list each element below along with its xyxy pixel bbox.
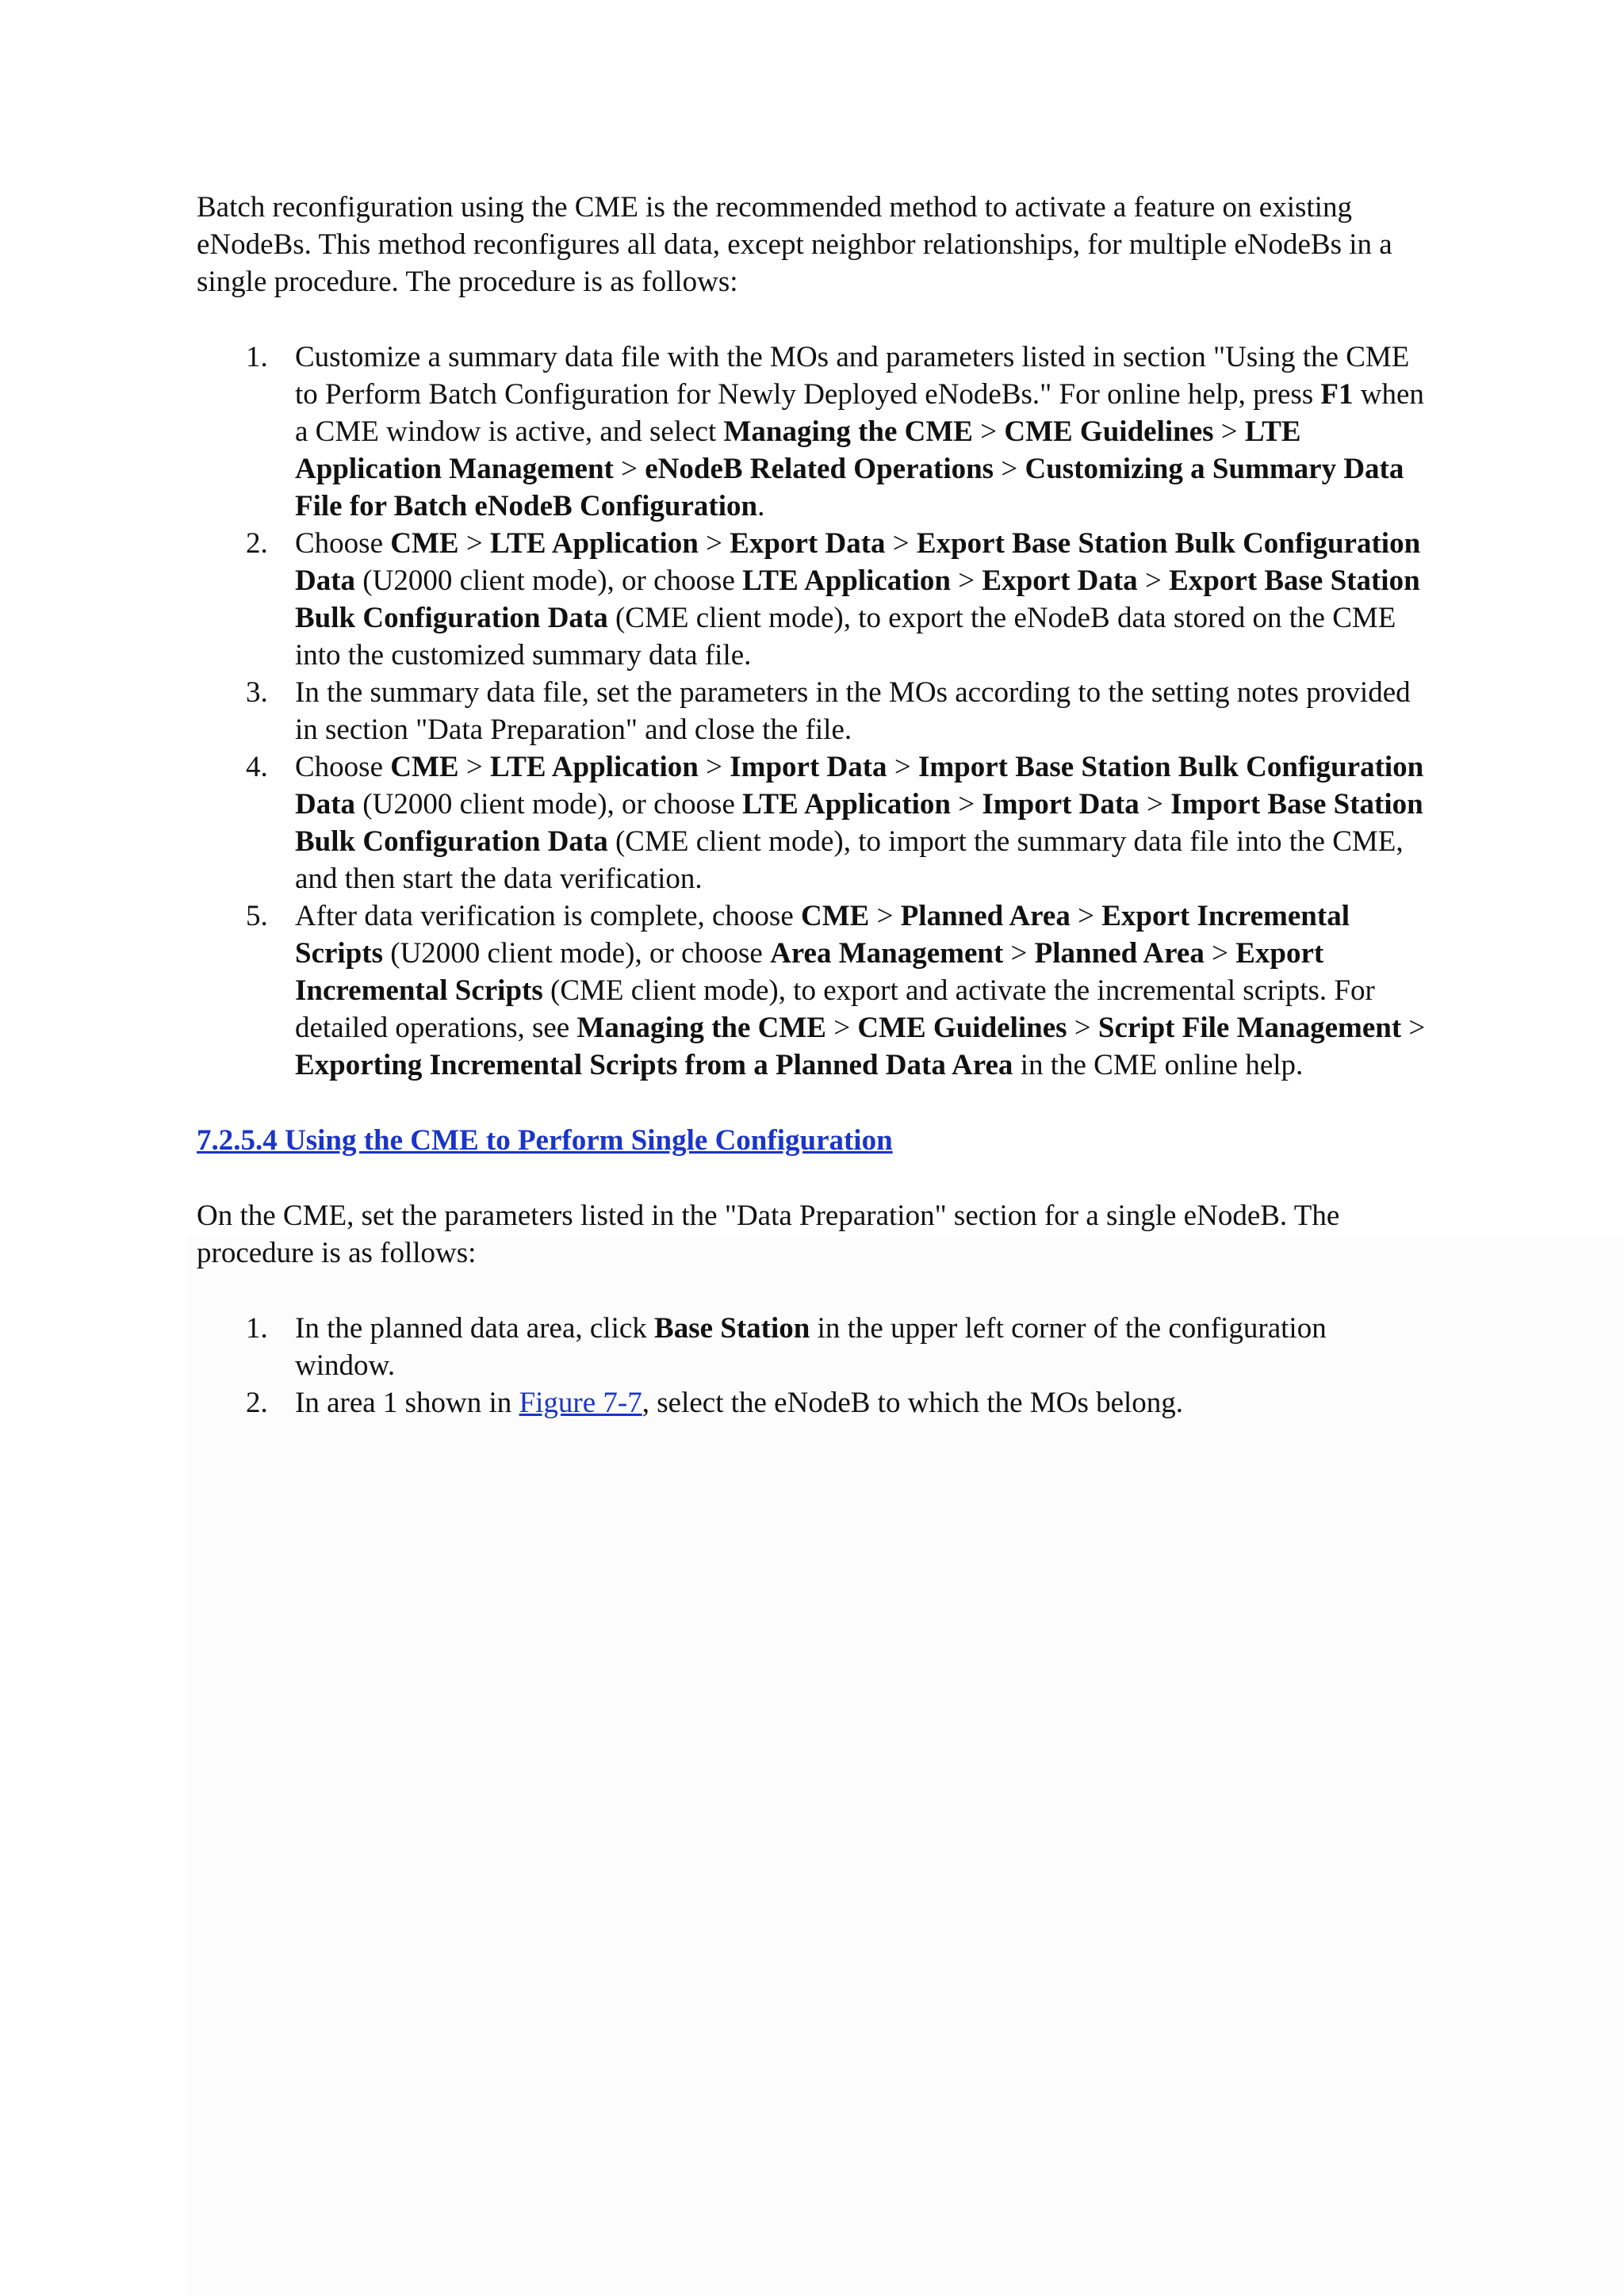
list-item: 2. Choose CME > LTE Application > Export Data > Export Base Station Bulk Configuration Data (U2000 client mode), or choose LTE Application > Export Data > Export Base Station Bulk Configuration Data (CME client mode), to export the eNodeB data stored on the CME into the customized summary data file. [197, 525, 1434, 674]
figure-7-7-link[interactable]: Figure 7-7 [519, 1387, 642, 1419]
section-heading-link[interactable]: 7.2.5.4 Using the CME to Perform Single Configuration [197, 1124, 893, 1157]
list-item: 2. In area 1 shown in Figure 7-7, select the eNodeB to which the MOs belong. [197, 1384, 1434, 1422]
step-number: 2. [246, 527, 268, 560]
step-number: 5. [246, 900, 268, 932]
step-number: 1. [246, 1312, 268, 1345]
single-intro-paragraph: On the CME, set the parameters listed in the "Data Preparation" section for a single eNodeB. The procedure is as follows: [197, 1200, 1340, 1269]
list-item: 1. In the planned data area, click Base Station in the upper left corner of the configuration window. [197, 1310, 1434, 1384]
step-number: 4. [246, 751, 268, 783]
list-item: 1. Customize a summary data file with the MOs and parameters listed in section "Using the CME to Perform Batch Configuration for Newly Deployed eNodeBs." For online help, press F1 when a CME window is active, and select Managing the CME > CME Guidelines > LTE Application Management > eNodeB Related Operations > Customizing a Summary Data File for Batch eNodeB Configuration. [197, 339, 1434, 525]
step-number: 2. [246, 1387, 268, 1419]
single-steps-list [197, 1310, 1434, 1422]
list-item: 5. After data verification is complete, choose CME > Planned Area > Export Incremental Scripts (U2000 client mode), or choose Area Management > Planned Area > Export Incremental Scripts (CME client mode), to export and activate the incremental scripts. For detailed operations, see Managing the CME > CME Guidelines > Script File Management > Exporting Incremental Scripts from a Planned Data Area in the CME online help. [197, 897, 1434, 1084]
list-item: 4. Choose CME > LTE Application > Import Data > Import Base Station Bulk Configuration Data (U2000 client mode), or choose LTE Application > Import Data > Import Base Station Bulk Configuration Data (CME client mode), to import the summary data file into the CME, and then start the data verification. [197, 748, 1434, 897]
batch-intro-paragraph: Batch reconfiguration using the CME is the recommended method to activate a feature on existing eNodeBs. This method reconfigures all data, except neighbor relationships, for multiple eNodeBs in a single procedure. The procedure is as follows: [197, 191, 1392, 298]
step-number: 1. [246, 341, 268, 373]
batch-steps-list [197, 339, 1434, 1084]
document-body [197, 189, 1434, 1422]
list-item: 3. In the summary data file, set the parameters in the MOs according to the setting notes provided in section "Data Preparation" and close the file. [197, 674, 1434, 748]
step-number: 3. [246, 676, 268, 709]
